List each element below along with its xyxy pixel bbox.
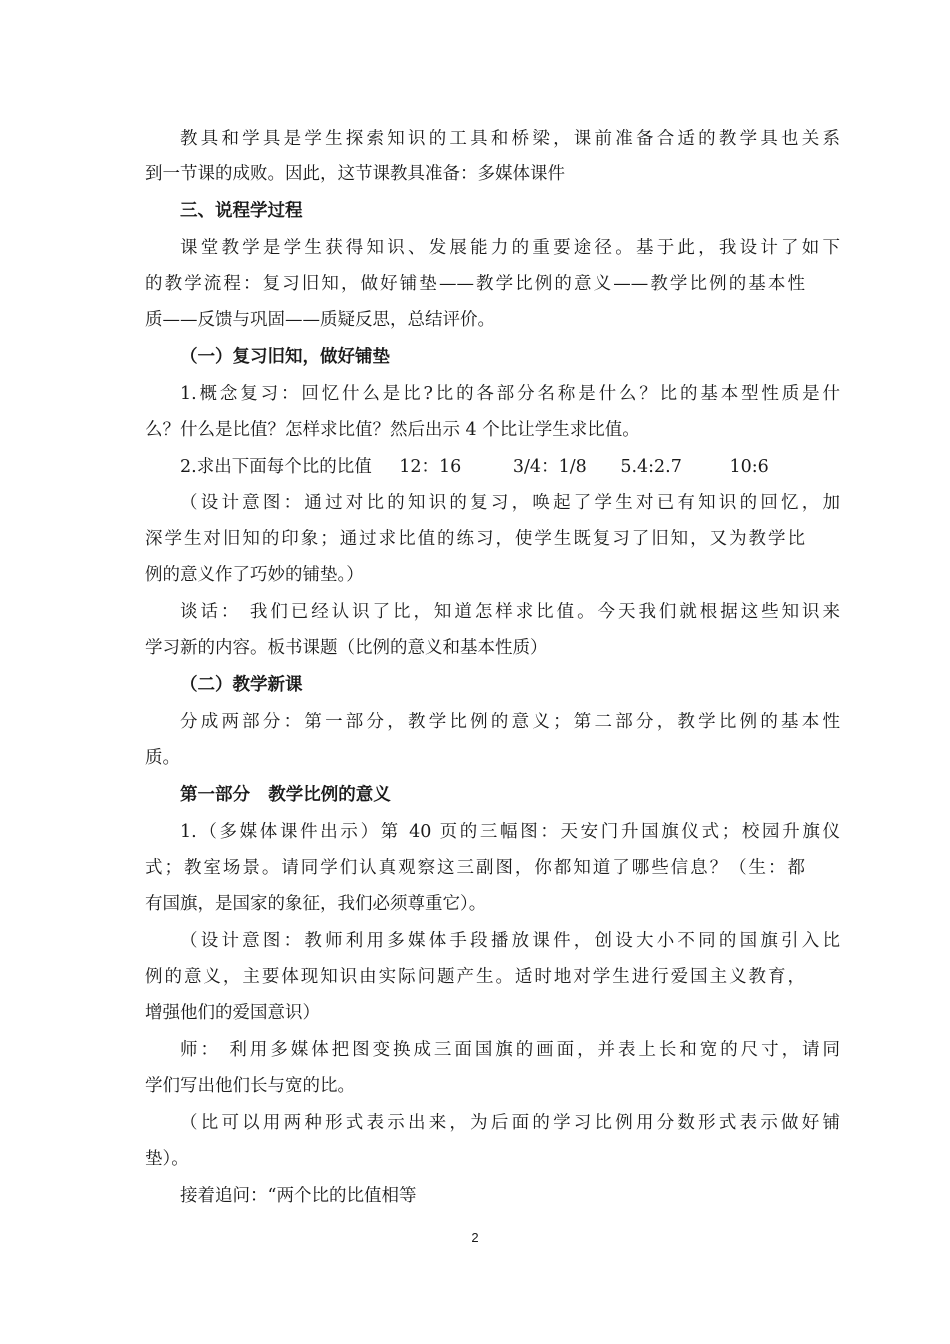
- paragraph-line: 质——反馈与巩固——质疑反思，总结评价。: [145, 310, 495, 330]
- paragraph-line: 学习新的内容。板书课题（比例的意义和基本性质）: [145, 638, 548, 658]
- subsection-heading: （二）教学新课: [180, 675, 303, 695]
- ratio-item: 12：16: [399, 457, 462, 477]
- ratio-item: 5.4:2.7: [620, 457, 682, 477]
- paragraph-line: 到一节课的成败。因此，这节课教具准备：多媒体课件: [145, 164, 565, 184]
- paragraph-line: 深学生对旧知的印象；通过求比值的练习，使学生既复习了旧知，又为教学比: [145, 529, 805, 549]
- paragraph-line: 垫）。: [145, 1149, 189, 1169]
- paragraph-line: 例的意义作了巧妙的铺垫。）: [145, 565, 364, 585]
- paragraph-line: 分成两部分：第一部分，教学比例的意义；第二部分，教学比例的基本性: [180, 712, 840, 732]
- paragraph-line: 1.概念复习：回忆什么是比?比的各部分名称是什么？比的基本型性质是什: [180, 384, 840, 404]
- paragraph-line: 学们写出他们长与宽的比。: [145, 1076, 355, 1096]
- ratio-exercise-line: [180, 455, 769, 479]
- ratio-item: 10:6: [729, 457, 769, 477]
- paragraph-line: 么？什么是比值？怎样求比值？然后出示 4 个比让学生求比值。: [145, 420, 640, 440]
- paragraph-line: 的教学流程：复习旧知，做好铺垫——教学比例的意义——教学比例的基本性: [145, 274, 805, 294]
- paragraph-line: 课堂教学是学生获得知识、发展能力的重要途径。基于此，我设计了如下: [180, 238, 840, 258]
- paragraph-line: 教具和学具是学生探索知识的工具和桥梁，课前准备合适的教学具也关系: [180, 129, 840, 149]
- page-number: 2: [471, 1230, 479, 1245]
- paragraph-line: 有国旗，是国家的象征，我们必须尊重它）。: [145, 894, 487, 914]
- paragraph-line: 1.（多媒体课件出示）第 40 页的三幅图：天安门升国旗仪式；校园升旗仪: [180, 822, 840, 842]
- section-heading: 三、说程学过程: [180, 201, 303, 221]
- paragraph-line: （设计意图：教师利用多媒体手段播放课件，创设大小不同的国旗引入比: [180, 931, 840, 951]
- paragraph-line: （设计意图：通过对比的知识的复习，唤起了学生对已有知识的回忆，加: [180, 493, 840, 513]
- paragraph-line: 接着追问：“两个比的比值相等: [180, 1186, 417, 1206]
- part-heading: 第一部分 教学比例的意义: [180, 785, 391, 805]
- paragraph-line: 谈话： 我们已经认识了比，知道怎样求比值。今天我们就根据这些知识来: [180, 602, 840, 622]
- exercise-prefix: 2.求出下面每个比的比值: [180, 457, 372, 477]
- paragraph-line: 师： 利用多媒体把图变换成三面国旗的画面，并表上长和宽的尺寸，请同: [180, 1040, 840, 1060]
- ratio-item: 3/4：1/8: [512, 457, 587, 477]
- paragraph-line: 式；教室场景。请同学们认真观察这三副图，你都知道了哪些信息？（生：都: [145, 858, 805, 878]
- paragraph-line: 增强他们的爱国意识）: [145, 1003, 320, 1023]
- paragraph-line: （比可以用两种形式表示出来，为后面的学习比例用分数形式表示做好铺: [180, 1113, 840, 1133]
- paragraph-line: 例的意义，主要体现知识由实际问题产生。适时地对学生进行爱国主义教育，: [145, 967, 805, 987]
- paragraph-line: 质。: [145, 748, 180, 768]
- subsection-heading: （一）复习旧知，做好铺垫: [180, 347, 390, 367]
